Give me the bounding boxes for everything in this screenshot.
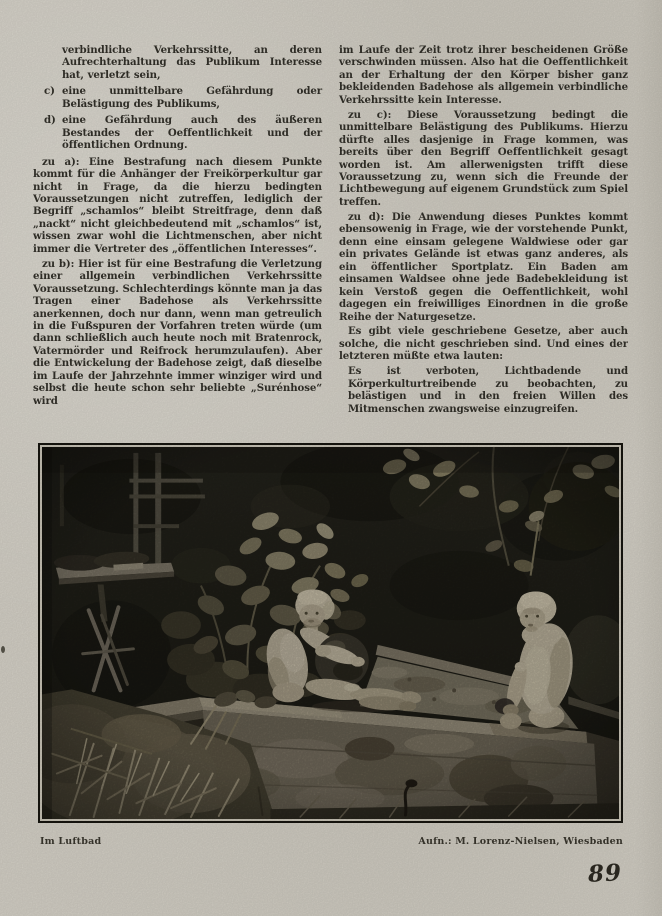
paragraph-continuation-right: im Laufe der Zeit trotz ihrer bescheidenen Größe verschwinden müssen. Also hat die Oeffentlichkeit an der Erhaltung der den Körper bisher ganz bekleidenden Badehose als allgemein verbindliche Verkehrssitte kein Interesse.: [339, 44, 628, 106]
page-number: 89: [587, 859, 623, 888]
paragraph-zu-a: zu a): Eine Bestrafung nach diesem Punkte kommt für die Anhänger der Freikörperkultur gar nicht in Frage, da die hierzu bedingten Voraussetzungen nicht zutreffen, lediglich der Begriff „schamlos“ bleibt Streitfrage, denn daß „nackt“ nicht gleichbedeutend mit „schamlos“ ist, wissen zwar wohl die Lichtmenschen, aber nicht immer die Vertreter des „öffentlichen Interesses“.: [33, 155, 322, 255]
column-left: [33, 44, 322, 444]
text-columns: [33, 44, 628, 444]
photo-caption-right: Aufn.: M. Lorenz-Nielsen, Wiesbaden: [418, 836, 623, 847]
paragraph-zu-b: zu b): Hier ist für eine Bestrafung die Verletzung einer allgemein verbindlichen Verkehrssitte Voraussetzung. Schlechterdings könnte man ja das Tragen einer Badehose als Verkehrssitte anerkennen, doch nur dann, wenn man getreulich in die Fußspuren der Vorfahren treten würde (um dann schließlich auch heute noch mit Bratenrock, Vatermörder und Reifrock herumzulaufen). Aber die Entwickelung der Badehose zeigt, daß dieselbe im Laufe der Jahrzehnte immer winziger wird und selbst die heute schon sehr beliebte „Surénhose“ wird: [33, 257, 322, 407]
list-text-c: eine unmittelbare Gefährdung oder Belästigung des Publikums,: [62, 85, 322, 110]
photo-caption-row: [40, 836, 623, 847]
list-item-d: [33, 114, 322, 151]
photo-grain: [42, 447, 619, 819]
paragraph-zu-d: zu d): Die Anwendung dieses Punktes kommt ebensowenig in Frage, wie der vorstehende Punkt, denn eine einsam gelegene Waldwiese oder gar ein privates Gelände ist etwas ganz anderes, als ein öffentlicher Sportplatz. Ein Baden am einsamen Waldsee ohne jede Badebekleidung ist kein Verstoß gegen die Oeffentlichkeit, wohl dagegen ein freiwilliges Einordnen in die große Reihe der Naturgesetze.: [339, 210, 628, 323]
scan-speck: [1, 646, 5, 653]
list-marker-c: c): [44, 85, 55, 98]
list-item-c: [33, 85, 322, 110]
photo-illustration: [42, 447, 619, 819]
list-text-d: eine Gefährdung auch des äußeren Bestandes der Oeffentlichkeit und der öffentlichen Ordnung.: [62, 114, 322, 152]
paragraph-zu-c: zu c): Diese Voraussetzung bedingt die unmittelbare Belästigung des Publikums. Hierzu dürfte alles dasjenige in Frage kommen, was bereits über den Begriff Oeffentlichkeit gesagt worden ist. Am allerwenigsten trifft diese Voraussetzung zu, wenn sich die Freunde der Lichtbewegung auf eigenem Grundstück zum Spiel treffen.: [339, 108, 628, 208]
photo-caption-left: Im Luftbad: [40, 836, 102, 847]
list-marker-d: d): [44, 114, 56, 127]
paragraph-unwritten-laws: Es gibt viele geschriebene Gesetze, aber auch solche, die nicht geschrieben sind. Und eines der letzteren müßte etwa lauten:: [339, 325, 628, 363]
photo-im-luftbad: [38, 443, 623, 823]
paragraph-continuation-left: verbindliche Verkehrssitte, an deren Aufrechterhaltung das Publikum Interesse hat, verletzt sein,: [62, 44, 322, 81]
column-right: [339, 44, 628, 444]
paragraph-quote: Es ist verboten, Lichtbadende und Körperkulturtreibende zu beobachten, zu belästigen und in den freien Willen des Mitmenschen zwangsweise einzugreifen.: [348, 365, 628, 415]
